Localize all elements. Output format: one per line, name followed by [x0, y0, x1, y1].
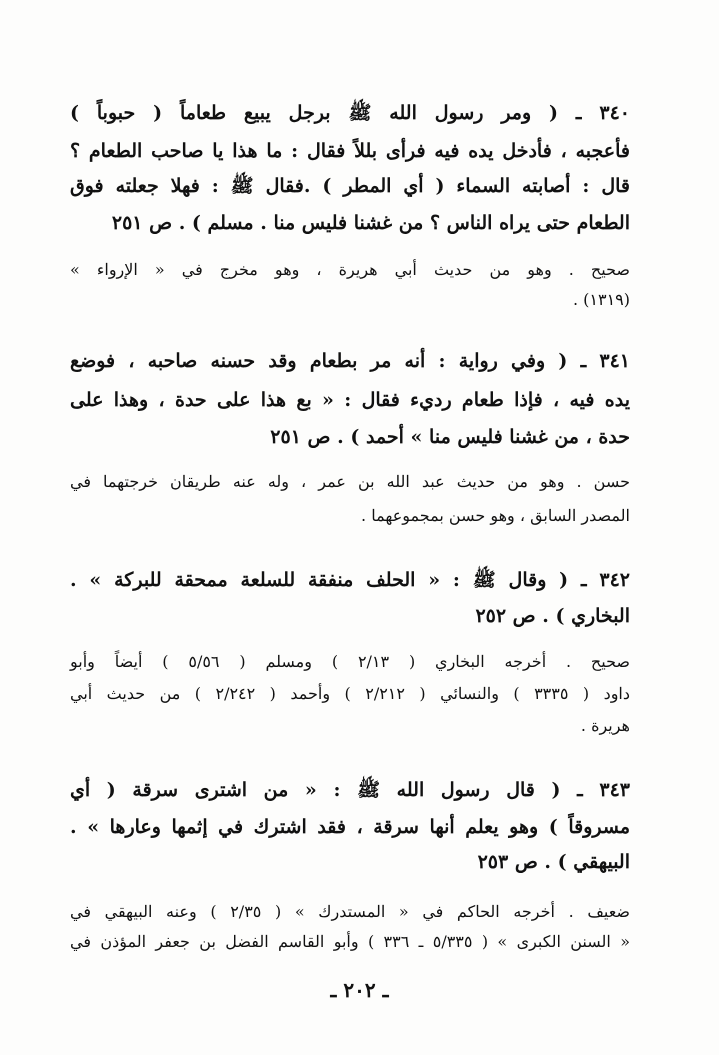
hadith-342-line-1: ٣٤٢ ـ ( وقال ﷺ : « الحلف منفقة للسلعة ممحقة للبركة » . — [70, 569, 630, 591]
note-342-line-2: داود ( ٣٣٣٥ ) والنسائي ( ٢/٢١٢ ) وأحمد ( ٢/٢٤٢ ) من حديث أبي — [70, 684, 630, 703]
note-342-line-3: هريرة . — [580, 716, 630, 735]
page-number: ـ ٢٠٢ ـ — [330, 978, 389, 1002]
hadith-340-line-4: الطعام حتى يراه الناس ؟ من غشنا فليس منا . مسلم ) . ص ٢٥١ — [111, 212, 630, 234]
note-341-line-2: المصدر السابق ، وهو حسن بمجموعهما . — [361, 506, 630, 525]
hadith-340-line-2: فأعجبه ، فأدخل يده فيه فرأى بللاً فقال : ما هذا يا صاحب الطعام ؟ — [70, 140, 630, 162]
hadith-343-line-3: البيهقي ) . ص ٢٥٣ — [477, 851, 630, 873]
note-340-line-1: صحيح . وهو من حديث أبي هريرة ، وهو مخرج في « الإرواء » — [70, 260, 630, 279]
hadith-342-line-2: البخاري ) . ص ٢٥٢ — [475, 605, 630, 627]
note-343-line-1: ضعيف . أخرجه الحاكم في « المستدرك » ( ٢/٣٥ ) وعنه البيهقي في — [70, 902, 631, 921]
hadith-343-line-1: ٣٤٣ ـ ( قال رسول الله ﷺ : « من اشترى سرقة ( أي — [70, 779, 630, 801]
note-343-line-2: « السنن الكبرى » ( ٥/٣٣٥ ـ ٣٣٦ ) وأبو القاسم الفضل بن جعفر المؤذن في — [70, 932, 630, 951]
hadith-343-line-2: مسروقاً ) وهو يعلم أنها سرقة ، فقد اشترك في إثمها وعارها » . — [70, 816, 630, 838]
hadith-340-line-1: ٣٤٠ ـ ( ومر رسول الله ﷺ برجل يبيع طعاماً ( حبوباً ) — [70, 102, 630, 124]
note-342-line-1: صحيح . أخرجه البخاري ( ٢/١٣ ) ومسلم ( ٥/٥٦ ) أيضاً وأبو — [70, 652, 631, 671]
note-341-line-1: حسن . وهو من حديث عبد الله بن عمر ، وله عنه طريقان خرجتهما في — [70, 472, 630, 491]
hadith-341-line-3: حدة ، من غشنا فليس منا » أحمد ) . ص ٢٥١ — [270, 426, 630, 448]
hadith-340-line-3: قال : أصابته السماء ( أي المطر ) .فقال ﷺ : فهلا جعلته فوق — [70, 175, 630, 197]
hadith-341-line-2: يده فيه ، فإذا طعام رديء فقال : « بع هذا على حدة ، وهذا على — [70, 389, 630, 411]
note-340-line-2: (١٣١٩) . — [572, 290, 630, 309]
hadith-341-line-1: ٣٤١ ـ ( وفي رواية : أنه مر بطعام وقد حسنه صاحبه ، فوضع — [70, 350, 630, 372]
